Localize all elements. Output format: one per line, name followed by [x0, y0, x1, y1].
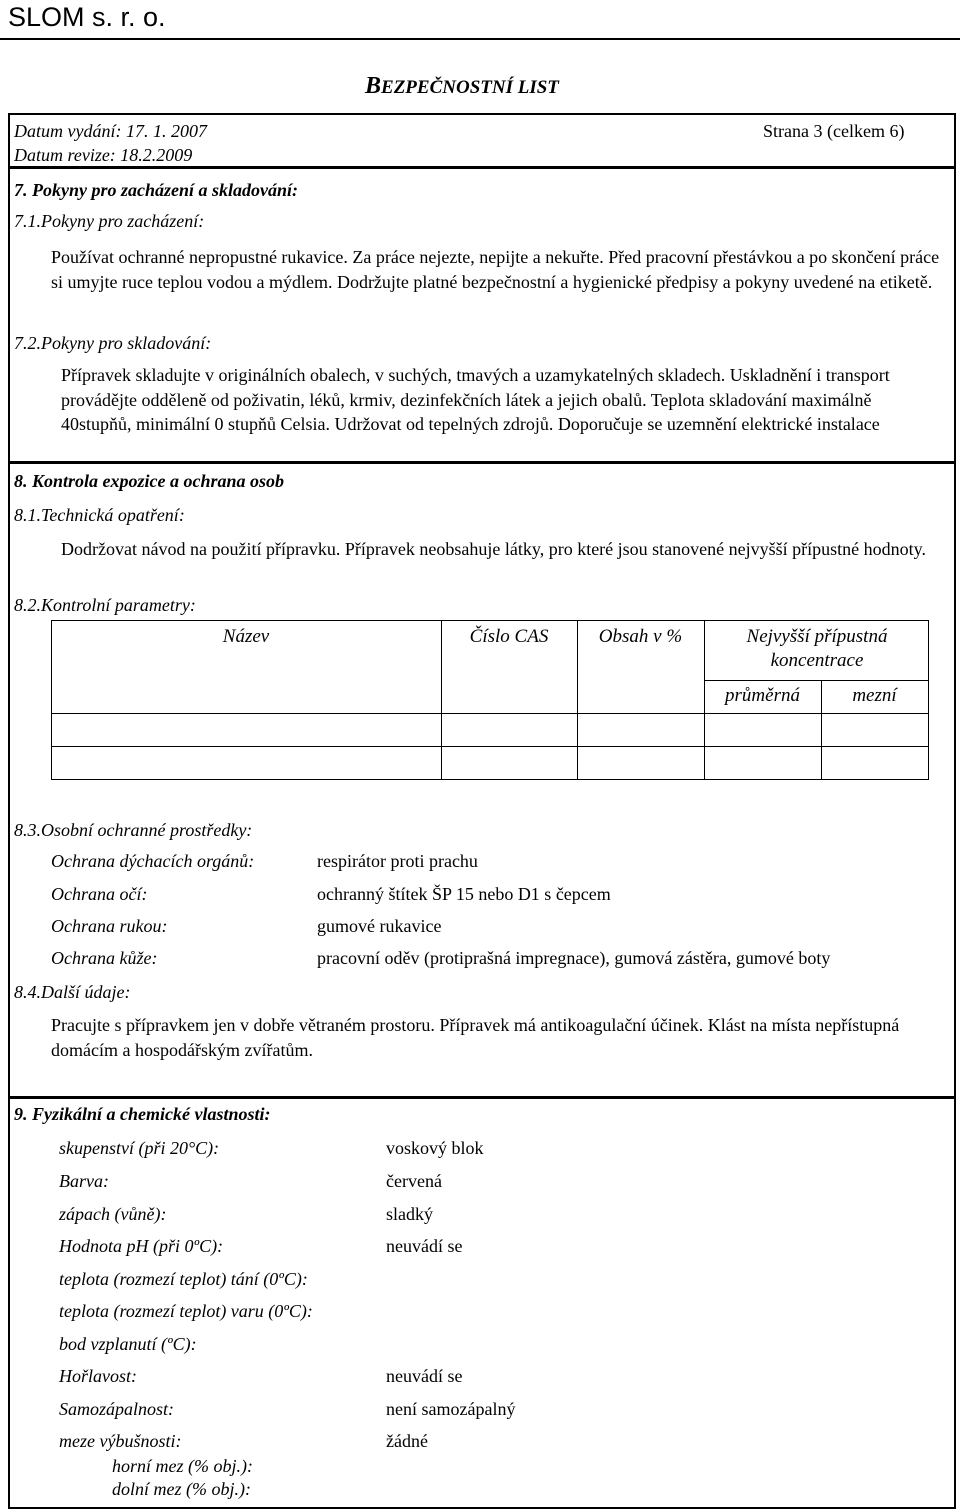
section-8-1-title: 8.1.Technická opatření: — [14, 505, 185, 525]
col-header-content: Obsah v % — [598, 626, 683, 647]
property-label: Hodnota pH (při 0ºC): — [59, 1236, 224, 1256]
section-8-2-title: 8.2.Kontrolní parametry: — [14, 595, 196, 615]
property-label: Hořlavost: — [59, 1366, 137, 1386]
section-8-4-text: Pracujte s přípravkem jen v dobře větraném prostoru. Přípravek má antikoagulační účinek. Klást na místa nepřístupná domácím a hospodářským zvířatům. — [51, 1015, 900, 1060]
property-value: voskový blok — [386, 1138, 484, 1158]
section-8-title: 8. Kontrola expozice a ochrana osob — [14, 471, 285, 491]
section-7-2-title: 7.2.Pokyny pro skladování: — [14, 333, 212, 353]
col-header-peak: mezní — [852, 685, 897, 706]
table-rule — [51, 746, 929, 747]
ppe-value: gumové rukavice — [317, 916, 442, 936]
section-8-4-title: 8.4.Další údaje: — [14, 982, 131, 1002]
property-label: meze výbušnosti: — [59, 1431, 182, 1451]
section-8-1-text: Dodržovat návod na použití přípravku. Přípravek neobsahuje látky, pro které jsou stanovené nejvyšší přípustné hodnoty. — [61, 539, 926, 559]
col-header-average: průměrná — [725, 685, 800, 706]
table-rule — [704, 680, 929, 681]
property-value: žádné — [386, 1431, 428, 1451]
property-value: není samozápalný — [386, 1399, 516, 1419]
ppe-value: pracovní oděv (protiprašná impregnace), gumová zástěra, gumové boty — [317, 948, 831, 968]
ppe-value: ochranný štítek ŠP 15 nebo D1 s čepcem — [317, 884, 611, 904]
col-header-cas: Číslo CAS — [469, 626, 549, 647]
section-9-title: 9. Fyzikální a chemické vlastnosti: — [14, 1104, 271, 1124]
table-rule — [928, 620, 929, 780]
revision-date: Datum revize: 18.2.2009 — [14, 145, 193, 165]
property-label: teplota (rozmezí teplot) tání (0ºC): — [59, 1269, 308, 1289]
property-label: bod vzplanutí (ºC): — [59, 1334, 197, 1354]
property-value: neuvádí se — [386, 1236, 463, 1256]
ppe-label: Ochrana očí: — [51, 884, 148, 904]
lower-limit-label: dolní mez (% obj.): — [112, 1479, 251, 1499]
section-7-2-text: Přípravek skladujte v originálních obalech, v suchých, tmavých a uzamykatelných skladech. Uskladnění i transport provádějte odděleně od poživatin, léků, krmiv, dezinfekčních látek a jejich obalů. Teplota skladování maximálně 40stupňů, minimální 0 stupňů Celsia. Udržovat od tepelných zdrojů. Doporučuje se uzemnění elektrické instalace — [61, 365, 890, 434]
table-rule — [51, 620, 929, 621]
control-parameters-table — [51, 620, 929, 780]
section-7-1-text: Používat ochranné nepropustné rukavice. Za práce nejezte, nepijte a nekuřte. Před pracovní přestávkou a po skončení práce si umyjte ruce teplou vodou a mýdlem. Dodržujte platné bezpečnostní a hygienické předpisy a pokyny uvedené na etiketě. — [51, 247, 940, 292]
property-label: Samozápalnost: — [59, 1399, 175, 1419]
property-label: Barva: — [59, 1171, 109, 1191]
col-header-name: Název — [222, 626, 270, 647]
property-value: červená — [386, 1171, 442, 1191]
property-label: skupenství (při 20°C): — [59, 1138, 220, 1158]
section-7-title: 7. Pokyny pro zacházení a skladování: — [14, 180, 299, 200]
property-label: zápach (vůně): — [59, 1204, 167, 1224]
ppe-value: respirátor proti prachu — [317, 851, 478, 871]
ppe-label: Ochrana rukou: — [51, 916, 168, 936]
property-label: teplota (rozmezí teplot) varu (0ºC): — [59, 1301, 313, 1321]
issue-date: Datum vydání: 17. 1. 2007 — [14, 121, 207, 141]
ppe-label: Ochrana dýchacích orgánů: — [51, 851, 255, 871]
company-name: SLOM s. r. o. — [8, 2, 166, 32]
section-8-3-title: 8.3.Osobní ochranné prostředky: — [14, 820, 253, 840]
page-number: Strana 3 (celkem 6) — [763, 121, 905, 141]
document-title: BEZPEČNOSTNÍ LIST — [365, 73, 559, 99]
property-value: neuvádí se — [386, 1366, 463, 1386]
property-value: sladký — [386, 1204, 433, 1224]
upper-limit-label: horní mez (% obj.): — [112, 1456, 253, 1476]
ppe-label: Ochrana kůže: — [51, 948, 158, 968]
table-rule — [51, 713, 929, 714]
section-7-1-title: 7.1.Pokyny pro zacházení: — [14, 211, 205, 231]
header-rule — [0, 38, 960, 40]
table-rule — [51, 779, 929, 780]
col-header-limit: Nejvyšší přípustná koncentrace — [746, 626, 888, 671]
